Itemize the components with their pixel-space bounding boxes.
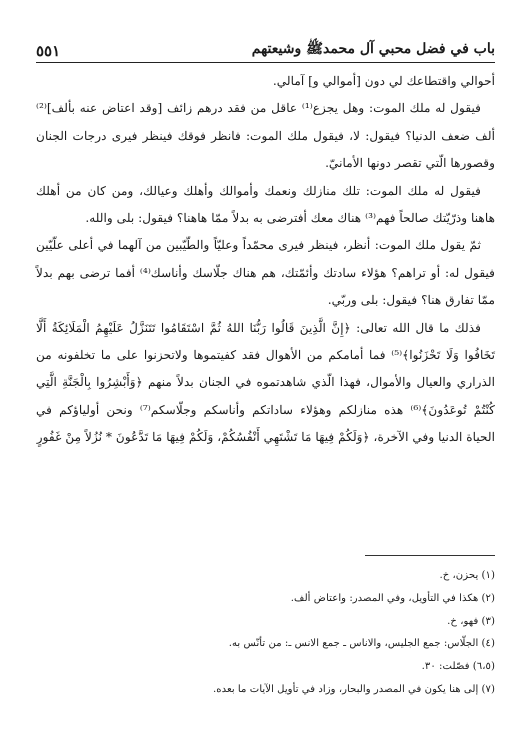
- footnote: (٢) هكذا في التأويل، وفي المصدر: واعتاض ألف.: [290, 592, 495, 604]
- paragraph: فيقول له ملك الموت: تلك منازلك ونعمك وأموالك وأهلك وعيالك، ومن كان من أهلك هاهنا وذرّيّتك صالحاً فهم⁽³⁾ هناك معك أفترضى به بدلاً ممّا هاهنا؟ فيقول: بلى والله.: [36, 183, 495, 226]
- footnote: (٧) إلى هنا يكون في المصدر والبحار، وزاد في تأويل الآيات ما بعده.: [213, 683, 495, 695]
- main-text: [36, 68, 495, 452]
- page-number: ٥٥١: [36, 42, 61, 60]
- footnote: (٣) فهو، خ.: [447, 615, 495, 627]
- footnotes: [36, 565, 495, 702]
- paragraph: فذلك ما قال الله تعالى: ﴿إِنَّ الَّذِينَ قَالُوا رَبُّنَا اللهُ ثُمَّ اسْتَقَامُوا تَتَنَزَّلُ عَلَيْهِمُ الْمَلَائِكَةُ أَلَّا تَخَافُوا وَلَا تَحْزَنُوا﴾⁽⁵⁾ فما أمامكم من الأهوال فقد كفيتموها ولاتحزنوا على ما تخلفونه من الذراري والعيال والأموال، فهذا الّذي شاهدتموه في الجنان بدلاً منهم ﴿وَأَبْشِرُوا بِالْجَنَّةِ الَّتِي كُنْتُمْ تُوعَدُونَ﴾⁽⁶⁾ هذه منازلكم وهؤلاء ساداتكم وأناسكم وجلّاسكم⁽⁷⁾ ونحن أولياؤكم في الحياة الدنيا وفي الآخرة، ﴿وَلَكُمْ فِيهَا مَا تَشْتَهِي أَنْفُسُكُمْ، وَلَكُمْ فِيهَا مَا تَدَّعُونَ * نُزُلاً مِنْ غَفُورٍ: [36, 320, 495, 445]
- paragraph: ثمّ يقول ملك الموت: أنظر، فينظر فيرى محمّداً وعليّاً والطّيّبين من آلهما في أعلى علّيّين فيقول له: أو تراهم؟ هؤلاء سادتك وأئمّتك، هم هناك جلّاسك وأناسك⁽⁴⁾ أفما ترضى بهم بدلاً ممّا تفارق هنا؟ فيقول: بلى وربّي.: [36, 238, 495, 308]
- paragraph: فيقول له ملك الموت: وهل يجزع⁽¹⁾ عاقل من فقد درهم زائف [وقد اعتاض عنه بألف]⁽²⁾ ألف ضعف الدنيا؟ فيقول: لا، فيقول ملك الموت: فانظر فوقك فينظر فيرى درجات الجنان وقصورها الّتي تقصر دونها الأمانيّ.: [36, 101, 495, 171]
- footnote-rule: [365, 555, 495, 556]
- paragraph: أحوالي واقتطاعك لي دون [أموالي و] آمالي.: [272, 74, 495, 88]
- header-rule: [36, 62, 495, 63]
- page-header: [36, 34, 495, 60]
- footnote: (١) يحزن، خ.: [439, 570, 495, 581]
- running-title: باب في فضل محبي آل محمدﷺ وشيعتهم: [251, 41, 495, 57]
- footnote: (٦،٥) فصّلت: ٣٠.: [421, 661, 495, 673]
- footnote: (٤) الجلّاس: جمع الجليس، والاناس ـ جمع الانس ـ: من تأنّس به.: [228, 638, 495, 650]
